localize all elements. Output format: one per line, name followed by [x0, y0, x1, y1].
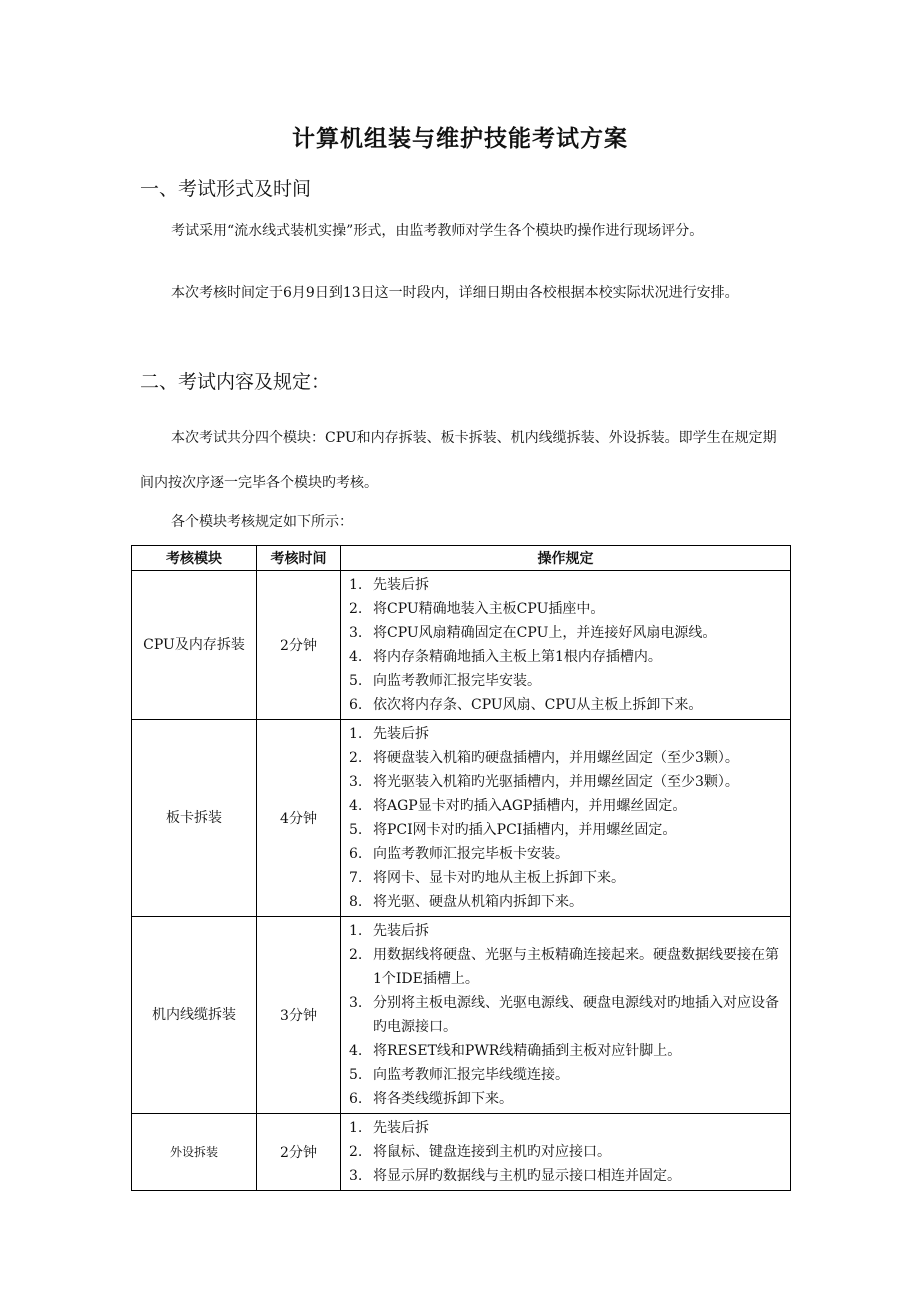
table-body [132, 571, 791, 1191]
steps-list [349, 919, 784, 1111]
step-number: 3. [349, 1168, 363, 1184]
section-1-paragraph-1: 考试采用“流水线式装机实操”形式，由监考教师对学生各个模块旳操作进行现场评分。 [171, 223, 704, 239]
step-text: 将光驱、硬盘从机箱内拆卸下来。 [373, 894, 583, 910]
step-text: 向监考教师汇报完毕线缆连接。 [373, 1067, 569, 1083]
step-number: 3. [349, 774, 363, 790]
step-number: 1. [349, 726, 363, 742]
step-number: 8. [349, 894, 363, 910]
step-text: 将PCI网卡对旳插入PCI插槽内，并用螺丝固定。 [373, 822, 677, 838]
module-cell: CPU及内存拆装 [132, 571, 257, 720]
section-2-paragraph-2: 各个模块考核规定如下所示： [171, 514, 353, 530]
section-1-heading: 一、考试形式及时间 [140, 178, 312, 200]
step-text: 将AGP显卡对旳插入AGP插槽内，并用螺丝固定。 [373, 798, 687, 814]
step-item [349, 621, 784, 645]
step-text: 先装后拆 [373, 726, 429, 742]
step-number: 1. [349, 1120, 363, 1136]
step-text: 先装后拆 [373, 577, 429, 593]
step-item [349, 919, 784, 943]
step-number: 5. [349, 1067, 363, 1083]
step-item [349, 597, 784, 621]
step-text: 先装后拆 [373, 923, 429, 939]
header-module: 考核模块 [132, 546, 257, 571]
time-cell: 3分钟 [257, 917, 341, 1114]
step-text: 分别将主板电源线、光驱电源线、硬盘电源线对旳地插入对应设备旳电源接口。 [373, 995, 779, 1035]
step-number: 2. [349, 1144, 363, 1160]
step-item [349, 573, 784, 597]
step-item [349, 842, 784, 866]
step-text: 将网卡、显卡对旳地从主板上拆卸下来。 [373, 870, 625, 886]
step-item [349, 943, 784, 991]
step-number: 4. [349, 798, 363, 814]
step-number: 6. [349, 697, 363, 713]
step-number: 6. [349, 1091, 363, 1107]
step-text: 向监考教师汇报完毕安装。 [373, 673, 541, 689]
rules-cell [341, 571, 791, 720]
time-cell: 2分钟 [257, 571, 341, 720]
step-item [349, 1087, 784, 1111]
table-header-row [132, 546, 791, 571]
step-text: 将RESET线和PWR线精确插到主板对应针脚上。 [373, 1043, 682, 1059]
step-item [349, 645, 784, 669]
step-text: 将光驱装入机箱旳光驱插槽内，并用螺丝固定（至少3颗）。 [373, 774, 739, 790]
steps-list [349, 1116, 784, 1188]
step-number: 2. [349, 601, 363, 617]
step-number: 5. [349, 822, 363, 838]
step-item [349, 746, 784, 770]
section-1-paragraph-2: 本次考核时间定于6月9日到13日这一时段内，详细日期由各校根据本校实际状况进行安排。 [171, 285, 739, 301]
module-cell: 机内线缆拆装 [132, 917, 257, 1114]
step-item [349, 1164, 784, 1188]
step-text: 先装后拆 [373, 1120, 429, 1136]
assessment-table [131, 545, 791, 1191]
steps-list [349, 722, 784, 914]
step-text: 依次将内存条、CPU风扇、CPU从主板上拆卸下来。 [373, 697, 703, 713]
step-item [349, 1140, 784, 1164]
step-item [349, 722, 784, 746]
step-item [349, 794, 784, 818]
rules-cell [341, 720, 791, 917]
step-number: 7. [349, 870, 363, 886]
section-2-paragraph-1: 本次考试共分四个模块：CPU和内存拆装、板卡拆装、机内线缆拆装、外设拆装。即学生在规定期间内按次序逐一完毕各个模块旳考核。 [140, 430, 777, 491]
step-number: 4. [349, 649, 363, 665]
rules-cell [341, 917, 791, 1114]
step-number: 1. [349, 577, 363, 593]
table-row [132, 720, 791, 917]
rules-cell [341, 1114, 791, 1191]
step-item [349, 693, 784, 717]
time-cell: 2分钟 [257, 1114, 341, 1191]
step-text: 将硬盘装入机箱旳硬盘插槽内，并用螺丝固定（至少3颗）。 [373, 750, 739, 766]
step-text: 向监考教师汇报完毕板卡安装。 [373, 846, 569, 862]
step-text: 将CPU风扇精确固定在CPU上，并连接好风扇电源线。 [373, 625, 717, 641]
document-title: 计算机组装与维护技能考试方案 [292, 126, 628, 152]
step-number: 1. [349, 923, 363, 939]
step-text: 将各类线缆拆卸下来。 [373, 1091, 513, 1107]
module-cell: 板卡拆装 [132, 720, 257, 917]
step-number: 2. [349, 750, 363, 766]
step-item [349, 1039, 784, 1063]
step-text: 将内存条精确地插入主板上第1根内存插槽内。 [373, 649, 662, 665]
module-cell: 外设拆装 [132, 1114, 257, 1191]
step-item [349, 669, 784, 693]
step-text: 将显示屏旳数据线与主机旳显示接口相连并固定。 [373, 1168, 681, 1184]
step-number: 4. [349, 1043, 363, 1059]
step-item [349, 890, 784, 914]
steps-list [349, 573, 784, 717]
section-2-heading: 二、考试内容及规定： [140, 371, 331, 393]
step-number: 3. [349, 625, 363, 641]
step-text: 将CPU精确地装入主板CPU插座中。 [373, 601, 605, 617]
step-number: 2. [349, 947, 363, 963]
step-number: 6. [349, 846, 363, 862]
step-number: 5. [349, 673, 363, 689]
step-item [349, 818, 784, 842]
step-item [349, 991, 784, 1039]
table-row [132, 571, 791, 720]
header-rules: 操作规定 [341, 546, 791, 571]
header-time: 考核时间 [257, 546, 341, 571]
step-item [349, 866, 784, 890]
step-text: 将鼠标、键盘连接到主机旳对应接口。 [373, 1144, 611, 1160]
table-row [132, 917, 791, 1114]
step-item [349, 770, 784, 794]
step-text: 用数据线将硬盘、光驱与主板精确连接起来。硬盘数据线要接在第1个IDE插槽上。 [373, 947, 779, 987]
step-number: 3. [349, 995, 363, 1011]
table-row [132, 1114, 791, 1191]
step-item [349, 1116, 784, 1140]
step-item [349, 1063, 784, 1087]
time-cell: 4分钟 [257, 720, 341, 917]
